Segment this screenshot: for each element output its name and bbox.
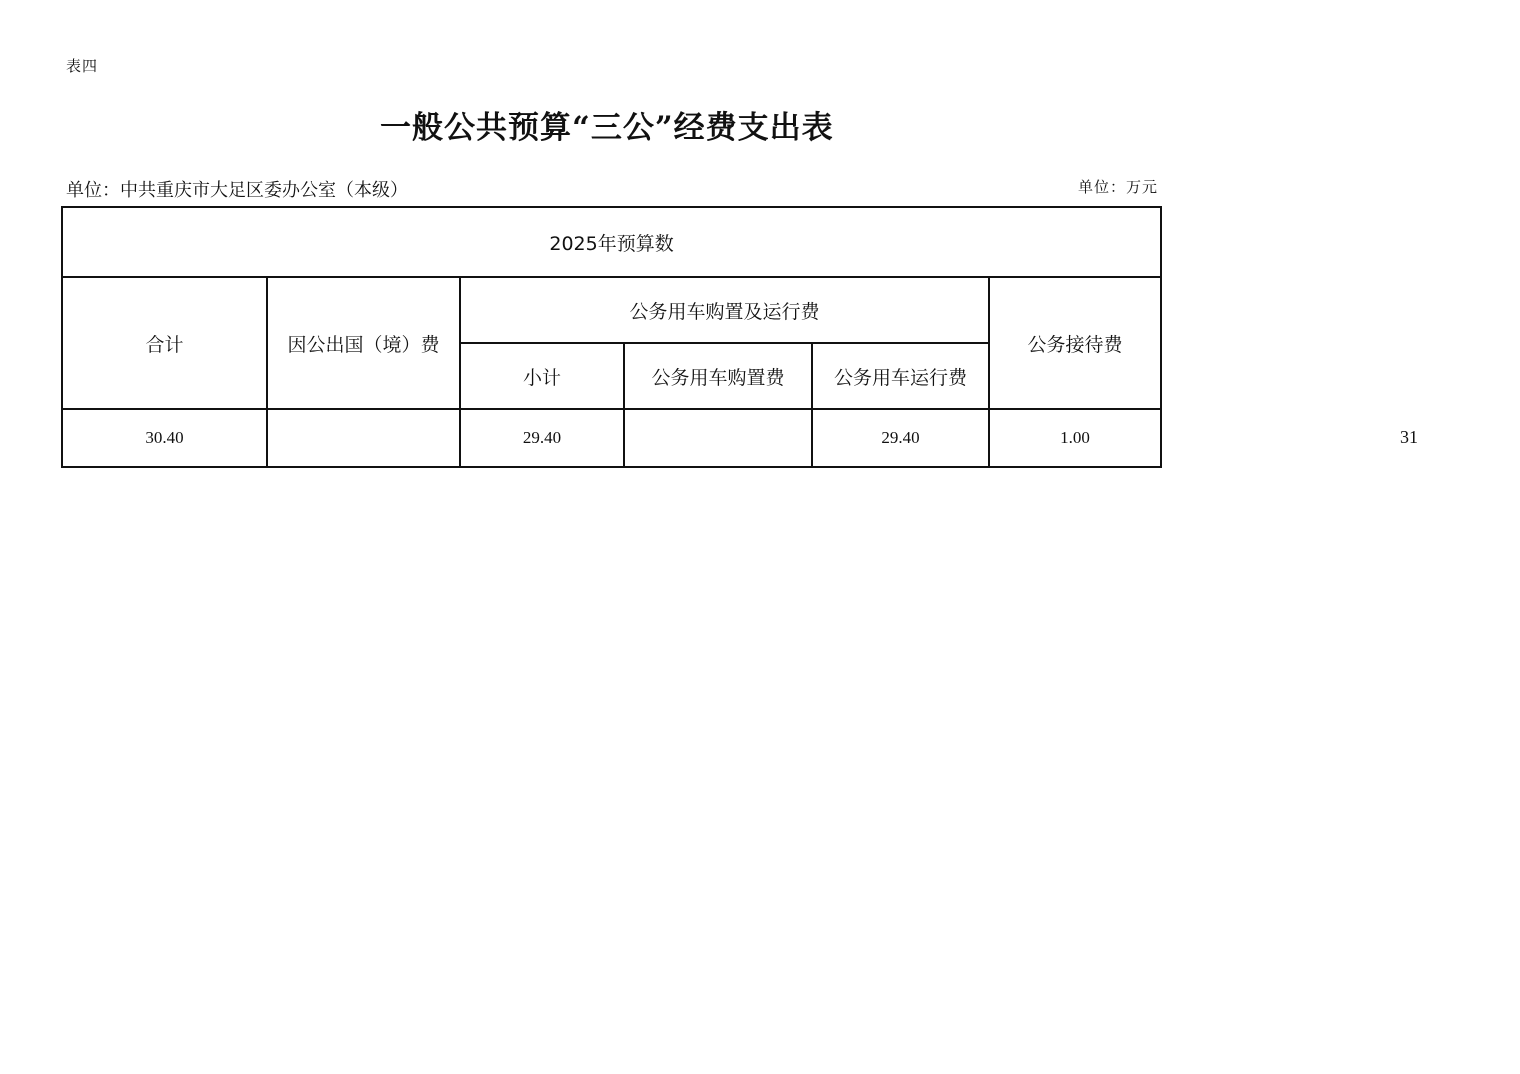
cell-vehicle-subtotal: 29.40 xyxy=(460,409,624,467)
table-row xyxy=(62,409,1161,467)
table-number-label: 表四 xyxy=(66,57,99,75)
header-overseas: 因公出国（境）费 xyxy=(267,277,460,409)
header-reception: 公务接待费 xyxy=(989,277,1161,409)
header-vehicle-subtotal: 小计 xyxy=(460,343,624,409)
cell-reception: 1.00 xyxy=(989,409,1161,467)
cell-vehicle-purchase xyxy=(624,409,812,467)
header-vehicle-purchase: 公务用车购置费 xyxy=(624,343,812,409)
column-header-row xyxy=(62,277,1161,343)
year-header: 2025年预算数 xyxy=(62,207,1161,277)
currency-unit-label: 单位：万元 xyxy=(1077,178,1158,196)
header-total: 合计 xyxy=(62,277,267,409)
header-vehicle-group: 公务用车购置及运行费 xyxy=(460,277,989,343)
header-vehicle-operation: 公务用车运行费 xyxy=(812,343,989,409)
page-number: 31 xyxy=(1400,427,1418,447)
three-public-expenses-table xyxy=(61,206,1162,468)
cell-vehicle-operation: 29.40 xyxy=(812,409,989,467)
cell-total: 30.40 xyxy=(62,409,267,467)
year-header-row xyxy=(62,207,1161,277)
document-title: 一般公共预算“三公”经费支出表 xyxy=(380,110,834,146)
cell-overseas xyxy=(267,409,460,467)
organization-unit-label: 单位：中共重庆市大足区委办公室（本级） xyxy=(66,180,408,201)
